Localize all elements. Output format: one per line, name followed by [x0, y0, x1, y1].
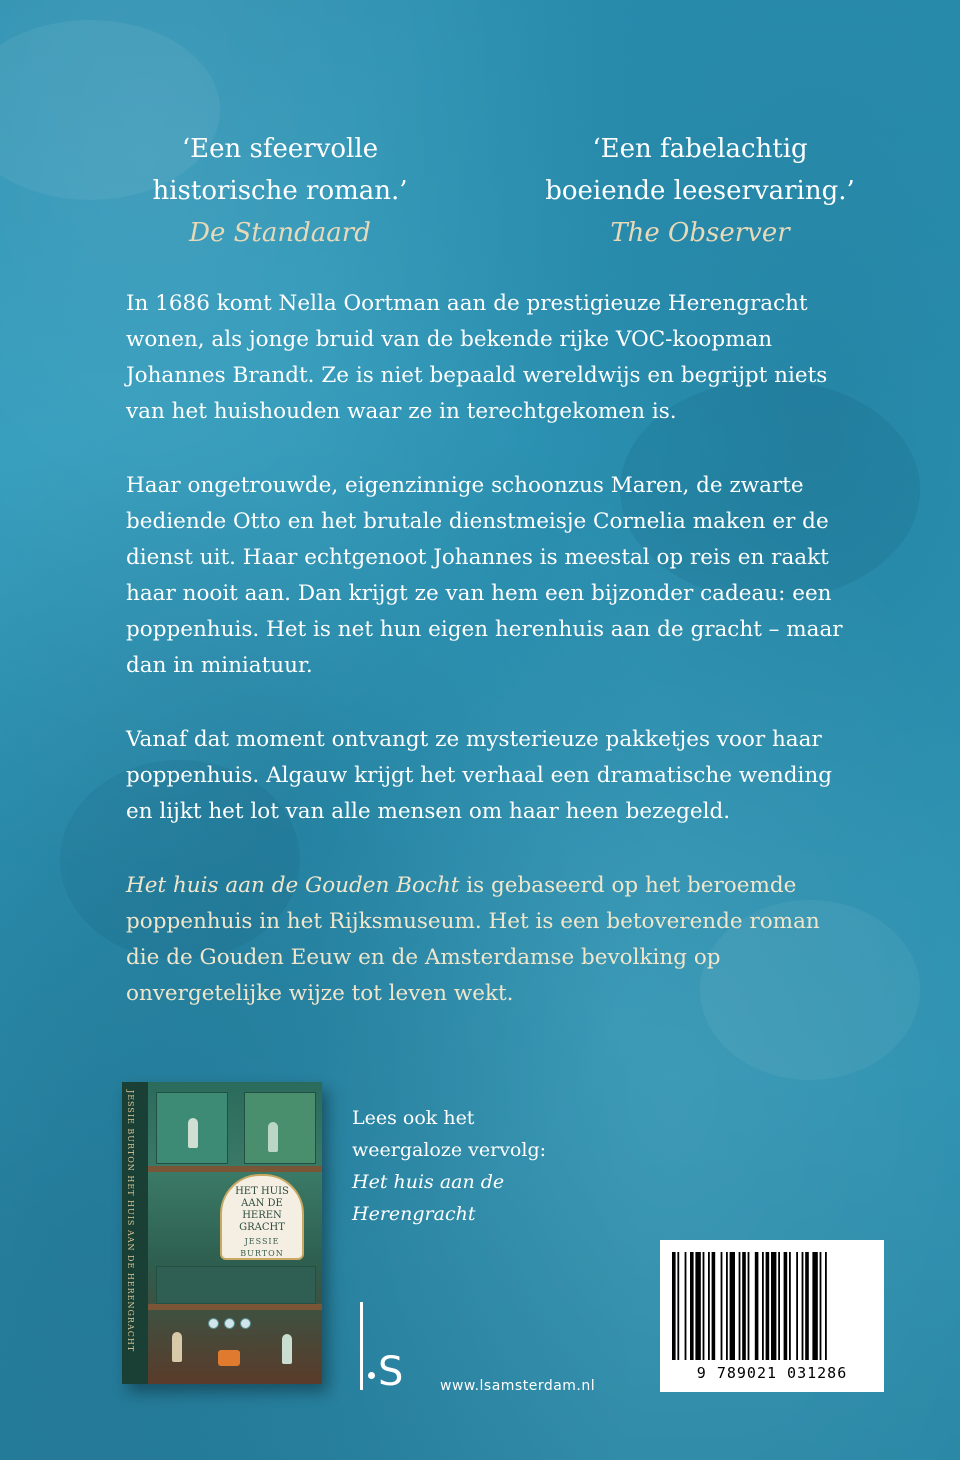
barcode-bar	[766, 1252, 770, 1360]
book-spine	[122, 1082, 149, 1384]
barcode-bar	[690, 1252, 694, 1360]
barcode-bar	[672, 1252, 676, 1360]
doll-figure	[172, 1332, 182, 1362]
barcode-bar	[742, 1252, 746, 1360]
barcode-bar	[712, 1252, 716, 1360]
quote-source: De Standaard	[189, 218, 371, 248]
blurb	[126, 286, 846, 1050]
barcode-bar	[739, 1252, 741, 1360]
barcode-bar	[730, 1252, 735, 1360]
fireplace	[218, 1350, 240, 1366]
blurb-paragraph-2: Haar ongetrouwde, eigenzinnige schoonzus Maren, de zwarte bediende Otto en het brutale dienstmeisje Cornelia maken er de dienst uit. Haar echtgenoot Johannes is meestal op reis en raakt haar nooit aan. Dan krijgt ze van hem een bijzonder cadeau: een poppenhuis. Het is net hun eigen herenhuis aan de gracht – maar dan in miniatuur.	[126, 473, 843, 678]
book-title-italic: Het huis aan de Gouden Bocht	[126, 873, 460, 898]
quote-de-standaard	[130, 128, 430, 254]
plate	[224, 1318, 235, 1329]
barcode-bar	[825, 1252, 827, 1360]
barcode-bar	[771, 1252, 776, 1360]
sequel-book-cover	[122, 1082, 322, 1384]
barcode-bar	[802, 1252, 804, 1360]
barcode-bar	[762, 1252, 764, 1360]
sequel-note-line: Lees ook het	[352, 1107, 475, 1129]
barcode-bar	[796, 1252, 798, 1360]
barcode-bar	[726, 1252, 728, 1360]
barcode-bar	[685, 1252, 687, 1360]
barcode-bar	[703, 1252, 705, 1360]
quote-text-line: historische roman.’	[152, 176, 408, 206]
barcode-bar	[778, 1252, 780, 1360]
barcode-bar	[708, 1252, 710, 1360]
plate	[240, 1318, 251, 1329]
book-cover-title: HET HUIS AAN DE HEREN GRACHT	[235, 1186, 289, 1233]
barcode-bar	[748, 1252, 750, 1360]
spine-text: JESSIE BURTON HET HUIS AAN DE HERENGRACHT	[126, 1090, 135, 1353]
sequel-title-line: Herengracht	[352, 1203, 476, 1225]
blurb-paragraph-1	[126, 286, 846, 430]
publisher-website: www.lsamsterdam.nl	[440, 1378, 596, 1394]
barcode-bar	[805, 1252, 809, 1360]
sequel-title-line: Het huis aan de	[352, 1171, 505, 1193]
blurb-paragraph-3: Vanaf dat moment ontvangt ze mysterieuze pakketjes voor haar poppenhuis. Algauw krijgt het verhaal een dramatische wending en lijkt het lot van alle mensen om haar heen bezegeld.	[126, 727, 833, 824]
quote-text-line: ‘Een fabelachtig	[592, 134, 808, 164]
sequel-note	[352, 1102, 652, 1230]
blurb-paragraph-4	[126, 868, 846, 1012]
book-cover-author: JESSIE BURTON	[240, 1237, 284, 1258]
quote-source: The Observer	[610, 218, 790, 248]
voc-abbreviation: VOC	[615, 327, 666, 352]
dollhouse-floor	[148, 1166, 322, 1172]
isbn-barcode	[660, 1240, 884, 1392]
blurb-text: is gebaseerd op het beroemde poppenhuis in het Rijksmuseum. Het is een betoverende roman die de Gouden Eeuw en de Amsterdamse bevolking op onvergetelijke wijze tot leven wekt.	[126, 873, 820, 1006]
barcode-bar	[677, 1252, 679, 1360]
barcode-bar	[820, 1252, 822, 1360]
barcode-bar	[784, 1252, 788, 1360]
dollhouse-floor	[148, 1304, 322, 1310]
logo-letter: S	[378, 1349, 404, 1395]
logo-dot	[368, 1372, 375, 1379]
barcode-bar	[789, 1252, 791, 1360]
quote-text-line: boeiende leeservaring.’	[545, 176, 855, 206]
plate	[208, 1318, 219, 1329]
barcode-bar	[755, 1252, 759, 1360]
barcode-bar	[721, 1252, 723, 1360]
publisher-logo	[356, 1302, 426, 1395]
isbn-number: 9 789021 031286	[696, 1364, 848, 1382]
book-front	[148, 1082, 322, 1384]
blurb-text: In 1686 komt Nella Oortman aan de prestigieuze Herengracht wonen, als jonge bruid van de bekende rijke	[126, 291, 808, 352]
barcode-bar	[695, 1252, 700, 1360]
sequel-note-line: weergaloze vervolg:	[352, 1139, 547, 1161]
barcode-bar	[812, 1252, 817, 1360]
quote-the-observer	[520, 128, 880, 254]
doll-figure	[282, 1334, 292, 1364]
quote-text-line: ‘Een sfeervolle	[181, 134, 379, 164]
barcode-bars	[672, 1252, 872, 1360]
doll-figure	[188, 1118, 198, 1148]
dollhouse-room	[244, 1092, 316, 1164]
book-title-plate	[220, 1174, 304, 1260]
blurb-text: -koopman Johannes Brandt. Ze is niet bepaald wereldwijs en begrijpt niets van het huishouden waar ze in terechtgekomen is.	[126, 327, 828, 424]
doll-figure	[268, 1122, 278, 1152]
logo-bar	[360, 1302, 363, 1390]
dollhouse-room	[156, 1266, 316, 1304]
